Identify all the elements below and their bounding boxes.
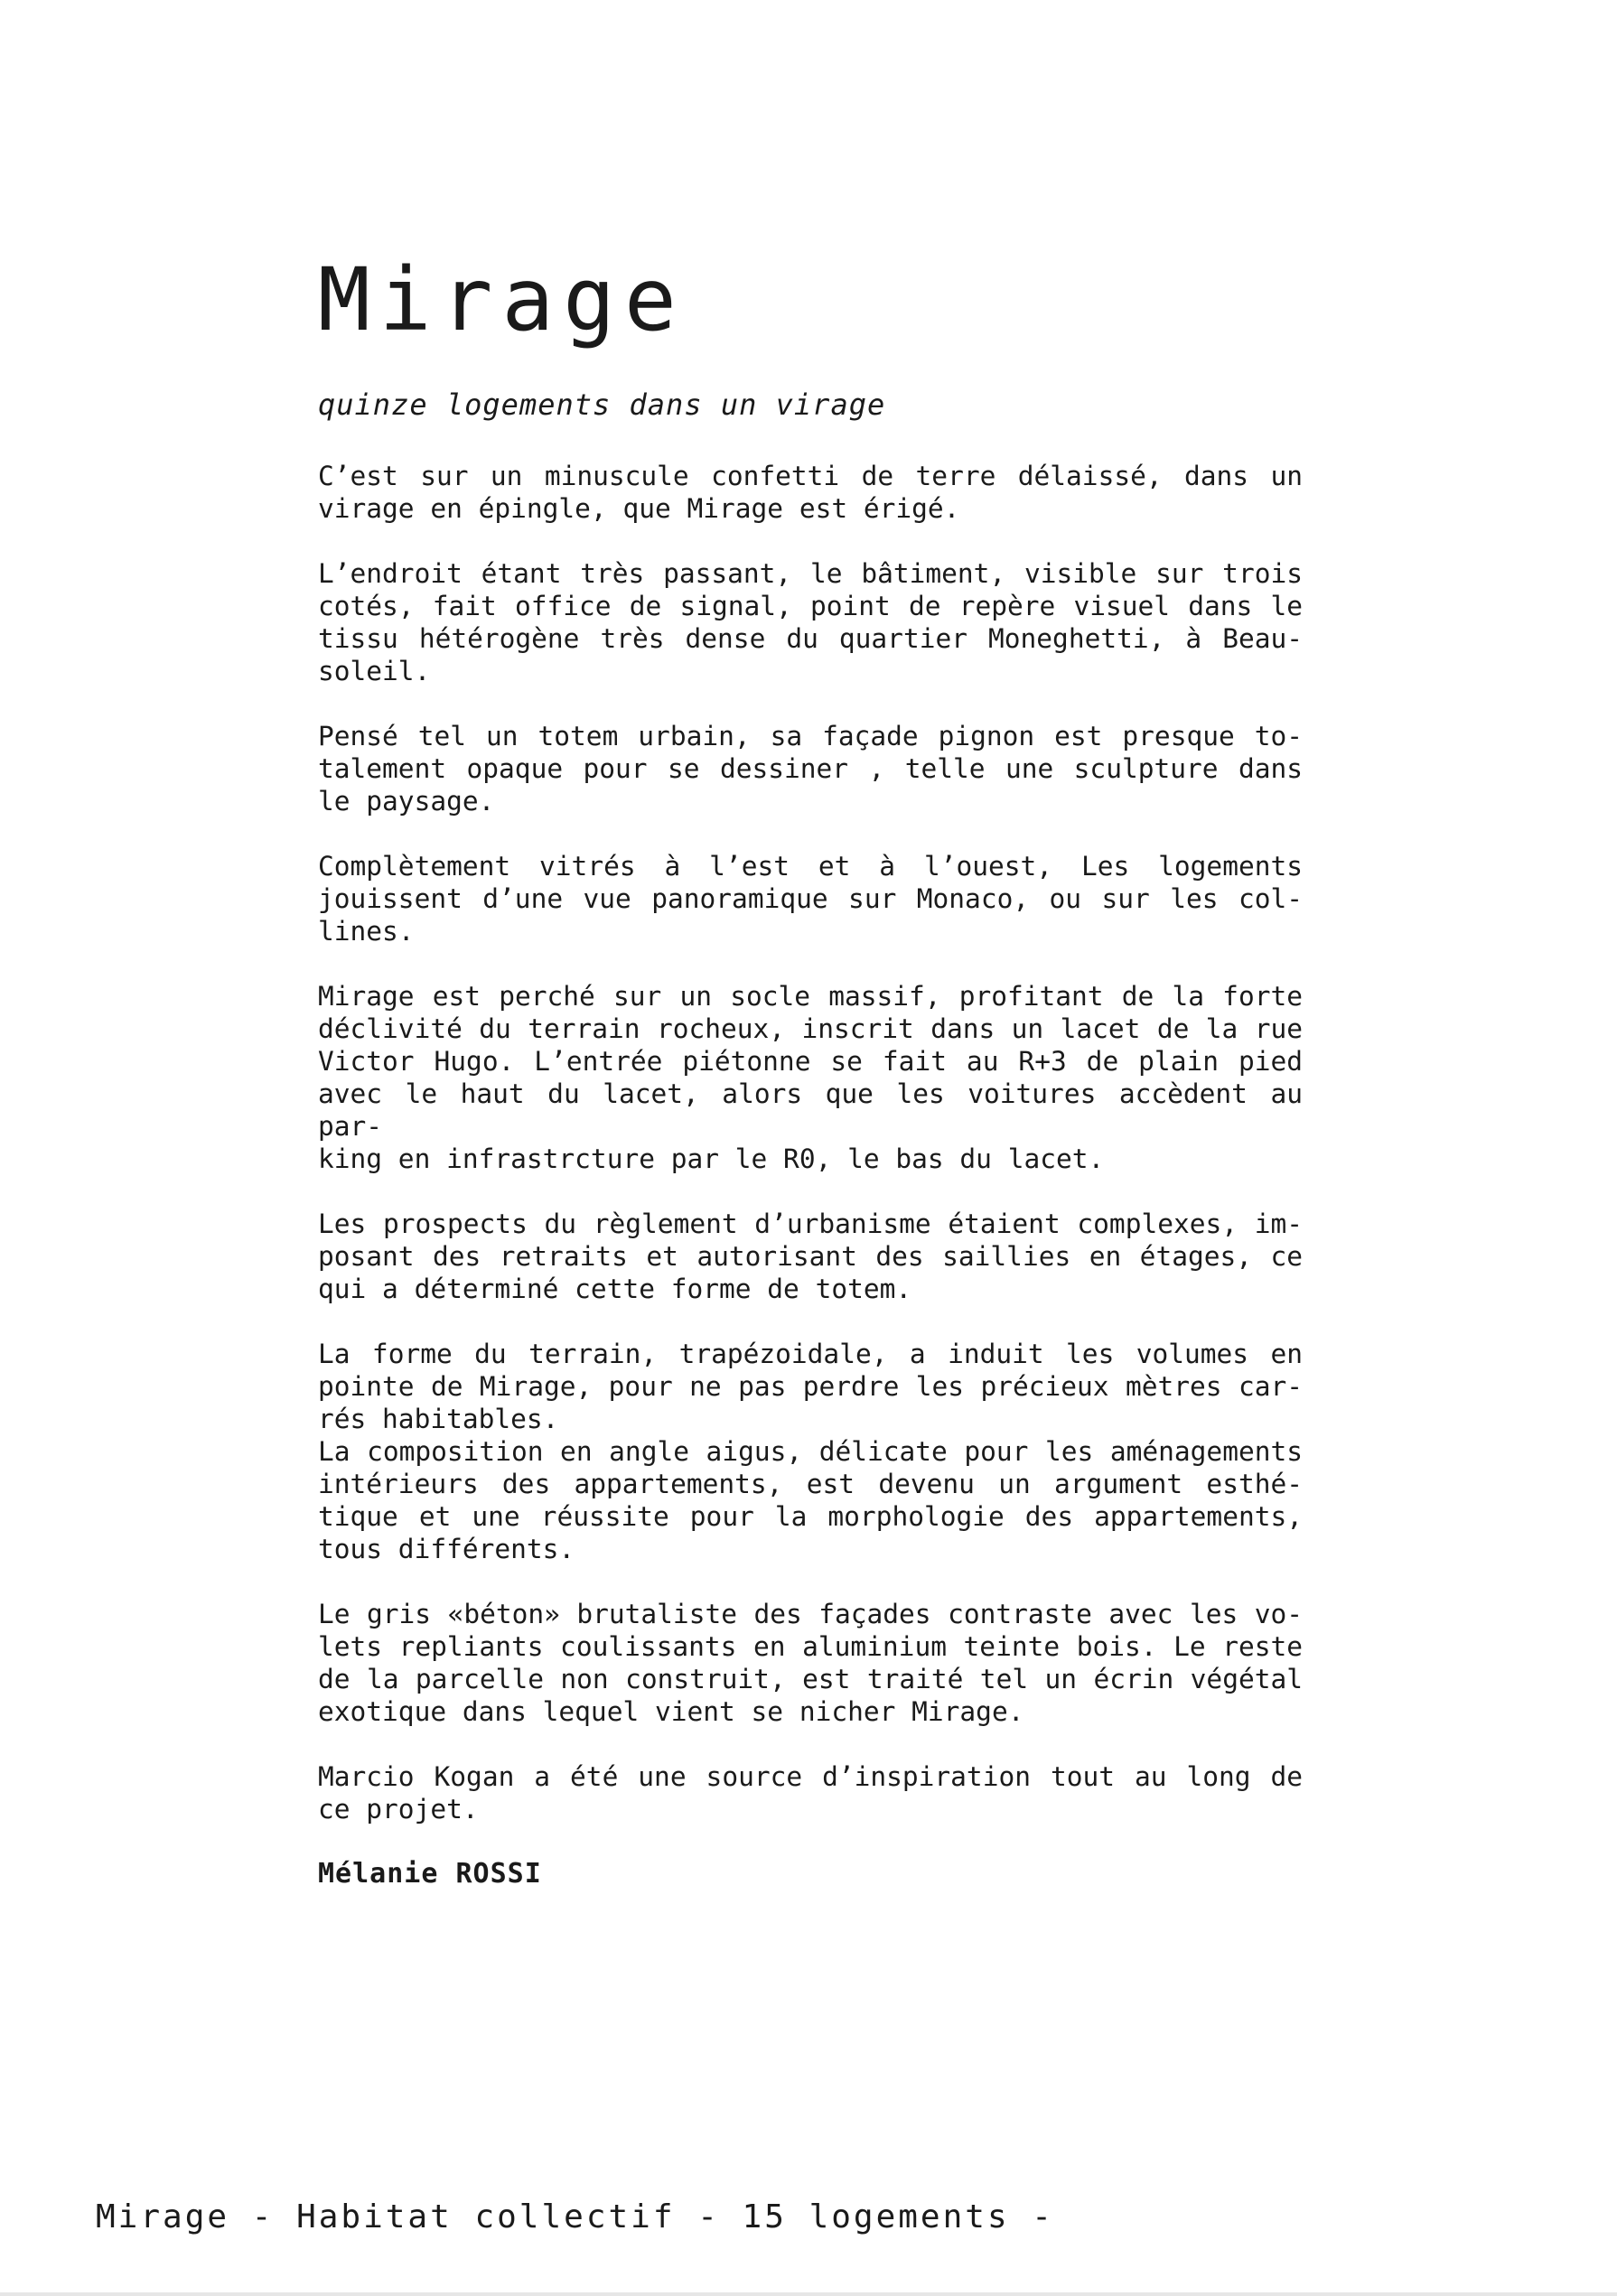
- bottom-divider: [0, 2292, 1617, 2296]
- paragraph-line: talement opaque pour se dessiner , telle une sculpture dans: [318, 753, 1303, 785]
- paragraph-line: cotés, fait office de signal, point de repère visuel dans le: [318, 591, 1303, 622]
- body-paragraph: [318, 850, 1303, 947]
- paragraph-line: tous différents.: [318, 1534, 575, 1565]
- paragraph-line: Complètement vitrés à l’est et à l’ouest, Les logements: [318, 851, 1303, 882]
- paragraph-line: rés habitables.: [318, 1404, 559, 1435]
- paragraph-line: Mirage est perché sur un socle massif, profitant de la forte: [318, 981, 1303, 1013]
- body-paragraph: [318, 980, 1303, 1175]
- paragraph-line: intérieurs des appartements, est devenu un argument esthé-: [318, 1469, 1303, 1500]
- body-paragraph: [318, 1760, 1303, 1825]
- paragraph-line: déclivité du terrain rocheux, inscrit dans un lacet de la rue: [318, 1013, 1303, 1045]
- paragraph-line: lets repliants coulissants en aluminium teinte bois. Le reste: [318, 1631, 1303, 1663]
- body-paragraph: [318, 1598, 1303, 1728]
- document-subtitle: quinze logements dans un virage: [318, 387, 886, 422]
- paragraph-line: de la parcelle non construit, est traité tel un écrin végétal: [318, 1664, 1303, 1695]
- paragraph-line: C’est sur un minuscule confetti de terre délaissé, dans un: [318, 461, 1303, 492]
- paragraph-line: tique et une réussite pour la morphologie des appartements,: [318, 1501, 1303, 1533]
- paragraph-line: exotique dans lequel vient se nicher Mirage.: [318, 1696, 1024, 1728]
- paragraph-line: lines.: [318, 916, 415, 947]
- document-title: Mirage: [318, 249, 686, 350]
- paragraph-line: Le gris «béton» brutaliste des façades contraste avec les vo-: [318, 1599, 1303, 1630]
- paragraph-line: Les prospects du règlement d’urbanisme étaient complexes, im-: [318, 1209, 1303, 1240]
- body-paragraph: [318, 720, 1303, 817]
- paragraph-line: avec le haut du lacet, alors que les voitures accèdent au par-: [318, 1078, 1303, 1143]
- paragraph-line: La composition en angle aigus, délicate pour les aménagements: [318, 1436, 1303, 1468]
- paragraph-line: La forme du terrain, trapézoidale, a induit les volumes en: [318, 1339, 1303, 1370]
- paragraph-line: ce projet.: [318, 1794, 479, 1825]
- body-paragraph: [318, 1338, 1303, 1565]
- body-paragraph: [318, 460, 1303, 525]
- paragraph-line: soleil.: [318, 656, 431, 687]
- paragraph-line: Marcio Kogan a été une source d’inspiration tout au long de: [318, 1761, 1303, 1793]
- paragraph-line: king en infrastrcture par le R0, le bas du lacet.: [318, 1143, 1105, 1175]
- article: [318, 249, 1303, 1890]
- paragraph-line: le paysage.: [318, 786, 495, 817]
- paragraph-line: Pensé tel un totem urbain, sa façade pignon est presque to-: [318, 721, 1303, 752]
- paragraph-line: L’endroit étant très passant, le bâtiment, visible sur trois: [318, 558, 1303, 590]
- paragraph-line: virage en épingle, que Mirage est érigé.: [318, 493, 960, 525]
- paragraph-line: jouissent d’une vue panoramique sur Monaco, ou sur les col-: [318, 883, 1303, 915]
- paragraph-line: pointe de Mirage, pour ne pas perdre les précieux mètres car-: [318, 1371, 1303, 1403]
- body-text: [318, 460, 1303, 1825]
- page-footer: Mirage - Habitat collectif - 15 logements -: [96, 2198, 1054, 2235]
- paragraph-line: tissu hétérogène très dense du quartier Moneghetti, à Beau-: [318, 623, 1303, 655]
- paragraph-line: posant des retraits et autorisant des saillies en étages, ce: [318, 1241, 1303, 1273]
- paragraph-line: qui a déterminé cette forme de totem.: [318, 1274, 912, 1305]
- body-paragraph: [318, 1208, 1303, 1305]
- paragraph-line: Victor Hugo. L’entrée piétonne se fait au R+3 de plain pied: [318, 1046, 1303, 1078]
- body-paragraph: [318, 557, 1303, 687]
- author-name: Mélanie ROSSI: [318, 1858, 542, 1890]
